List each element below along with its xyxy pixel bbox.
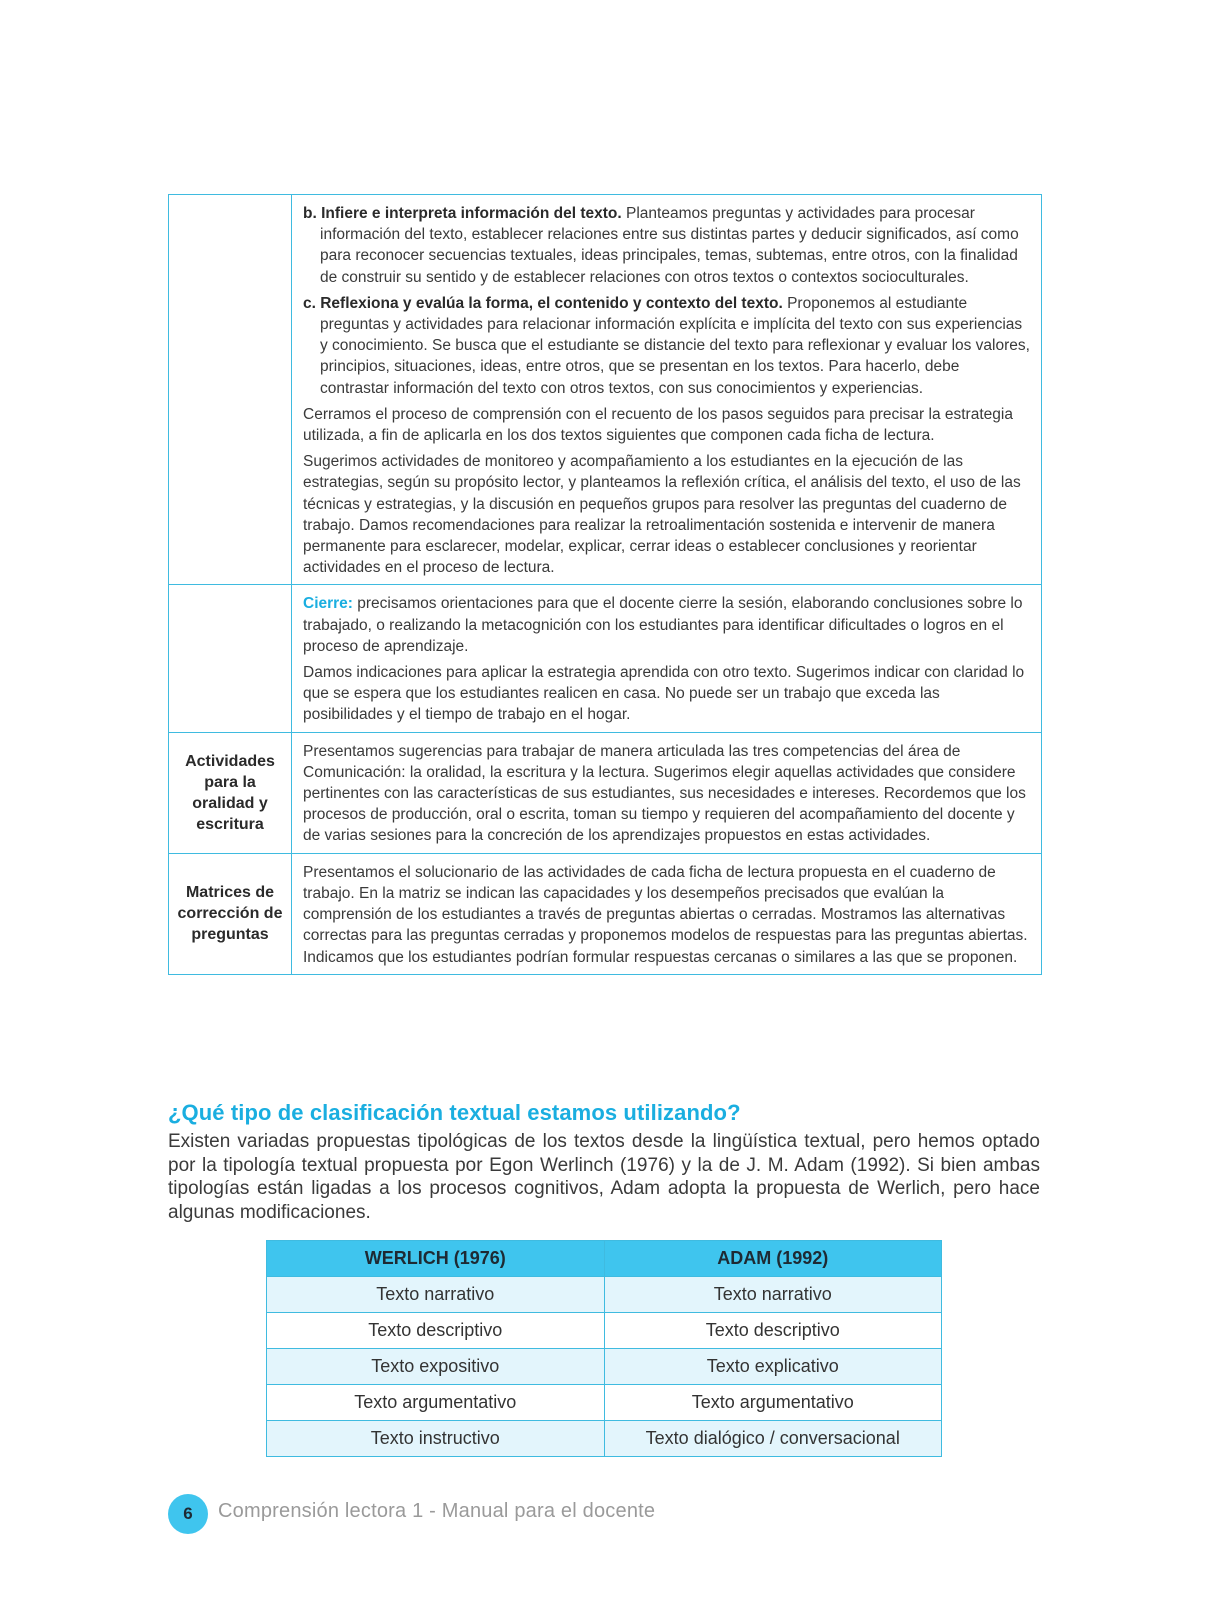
guide-row-label: Matrices de corrección de preguntas	[169, 853, 292, 974]
guide-row-label: Actividades para la oralidad y escritura	[169, 732, 292, 853]
footer-title: Comprensión lectora 1 - Manual para el docente	[218, 1500, 656, 1522]
guide-row-matrices	[169, 853, 1042, 974]
guide-row-content	[292, 585, 1042, 732]
table-cell: Texto descriptivo	[604, 1313, 942, 1349]
table-cell: Texto explicativo	[604, 1349, 942, 1385]
monitoring-paragraph: Sugerimos actividades de monitoreo y acompañamiento a los estudiantes en la ejecución de las estrategias, según su propósito lector, y planteamos la reflexión crítica, el análisis del texto, el uso de las técnicas y estrategias, y la discusión en pequeños grupos para resolver las preguntas del cuaderno de trabajo. Damos recomendaciones para realizar la retroalimentación sostenida e intervenir de manera permanente para esclarecer, modelar, explicar, cerrar ideas o establecer conclusiones y reorientar actividades en el proceso de lectura.	[303, 453, 1021, 577]
guide-row-label-empty	[169, 195, 292, 585]
matrices-paragraph: Presentamos el solucionario de las actividades de cada ficha de lectura propuesta en el cuaderno de trabajo. En la matriz se indican las capacidades y los desempeños precisados que evalúan la comprensión de los estudiantes a través de preguntas abiertas o cerradas. Mostramos las alternativas correctas para las preguntas cerradas y proponemos modelos de respuestas para las preguntas abiertas. Indicamos que los estudiantes podrían formular respuestas cercanas o similares a las que se proponen.	[303, 863, 1028, 966]
item-b	[303, 203, 1031, 288]
guide-row-content	[292, 853, 1042, 974]
guide-row-content	[292, 732, 1042, 853]
item-c	[303, 293, 1031, 399]
table-row	[267, 1277, 942, 1313]
table-row	[267, 1313, 942, 1349]
page-number-badge: 6	[168, 1494, 208, 1534]
table-row	[267, 1385, 942, 1421]
table-cell: Texto narrativo	[267, 1277, 605, 1313]
guide-row-label-empty	[169, 585, 292, 732]
table-row	[267, 1349, 942, 1385]
section-heading: ¿Qué tipo de clasificación textual estamos utilizando?	[168, 1100, 741, 1125]
homework-paragraph: Damos indicaciones para aplicar la estrategia aprendida con otro texto. Sugerimos indicar con claridad lo que se espera que los estudiantes realicen en casa. No puede ser un trabajo que exceda las posibilidades y el tiempo de trabajo en el hogar.	[303, 664, 1025, 724]
cierre-label: Cierre:	[303, 595, 353, 613]
guide-row-process	[169, 195, 1042, 585]
item-b-text: Planteamos preguntas y actividades para procesar información del texto, establecer relaciones entre sus distintas partes y deducir significados, así como para reconocer secuencias textuales, ideas principales, temas, subtemas, entre otros, con la finalidad de construir su sentido y de establecer relaciones con otros textos o contextos socioculturales.	[320, 205, 1019, 286]
cierre-paragraph	[303, 593, 1031, 657]
table-cell: Texto narrativo	[604, 1277, 942, 1313]
item-c-text: Proponemos al estudiante preguntas y actividades para relacionar información explícita e implícita del texto con sus experiencias y conocimiento. Se busca que el estudiante se distancie del texto para reflexionar y evaluar los valores, principios, situaciones, ideas, entre otros, que se presentan en los textos. Para hacerlo, debe contrastar información del texto con otros textos, con sus conocimientos y experiencias.	[320, 294, 1030, 397]
table-cell: Texto descriptivo	[267, 1313, 605, 1349]
table-cell: Texto dialógico / conversacional	[604, 1421, 942, 1457]
typology-header-row	[267, 1241, 942, 1277]
typology-header-adam: ADAM (1992)	[604, 1241, 942, 1277]
guide-row-content	[292, 195, 1042, 585]
guide-table	[168, 194, 1042, 975]
guide-row-cierre	[169, 585, 1042, 732]
table-cell: Texto instructivo	[267, 1421, 605, 1457]
closing-process-paragraph: Cerramos el proceso de comprensión con el recuento de los pasos seguidos para precisar la estrategia utilizada, a fin de aplicarla en los dos textos siguientes que componen cada ficha de lectura.	[303, 405, 1013, 445]
cierre-text: precisamos orientaciones para que el docente cierre la sesión, elaborando conclusiones sobre lo trabajado, o realizando la metacognición con los estudiantes para identificar dificultades o logros en el proceso de aprendizaje.	[303, 595, 1023, 655]
table-cell: Texto argumentativo	[267, 1385, 605, 1421]
table-cell: Texto argumentativo	[604, 1385, 942, 1421]
item-c-title: c. Reflexiona y evalúa la forma, el contenido y contexto del texto.	[303, 294, 783, 312]
table-cell: Texto expositivo	[267, 1349, 605, 1385]
table-row	[267, 1421, 942, 1457]
typology-table	[266, 1240, 942, 1457]
item-b-title: b. Infiere e interpreta información del texto.	[303, 205, 622, 222]
guide-row-oralidad	[169, 732, 1042, 853]
typology-header-werlich: WERLICH (1976)	[267, 1241, 605, 1277]
section-paragraph: Existen variadas propuestas tipológicas de los textos desde la lingüística textual, pero hemos optado por la tipología textual propuesta por Egon Werlinch (1976) y la de J. M. Adam (1992). Si bien ambas tipologías están ligadas a los procesos cognitivos, Adam adopta la propuesta de Werlich, pero hace algunas modificaciones.	[168, 1131, 1040, 1223]
oralidad-paragraph: Presentamos sugerencias para trabajar de manera articulada las tres competencias del área de Comunicación: la oralidad, la escritura y la lectura. Sugerimos elegir aquellas actividades que considere pertinentes con las características de sus estudiantes, sus necesidades e intereses. Recordemos que los procesos de producción, oral o escrita, toman su tiempo y requieren del acompañamiento del docente y de varias sesiones para la concreción de los aprendizajes propuestos en estas actividades.	[303, 742, 1026, 845]
